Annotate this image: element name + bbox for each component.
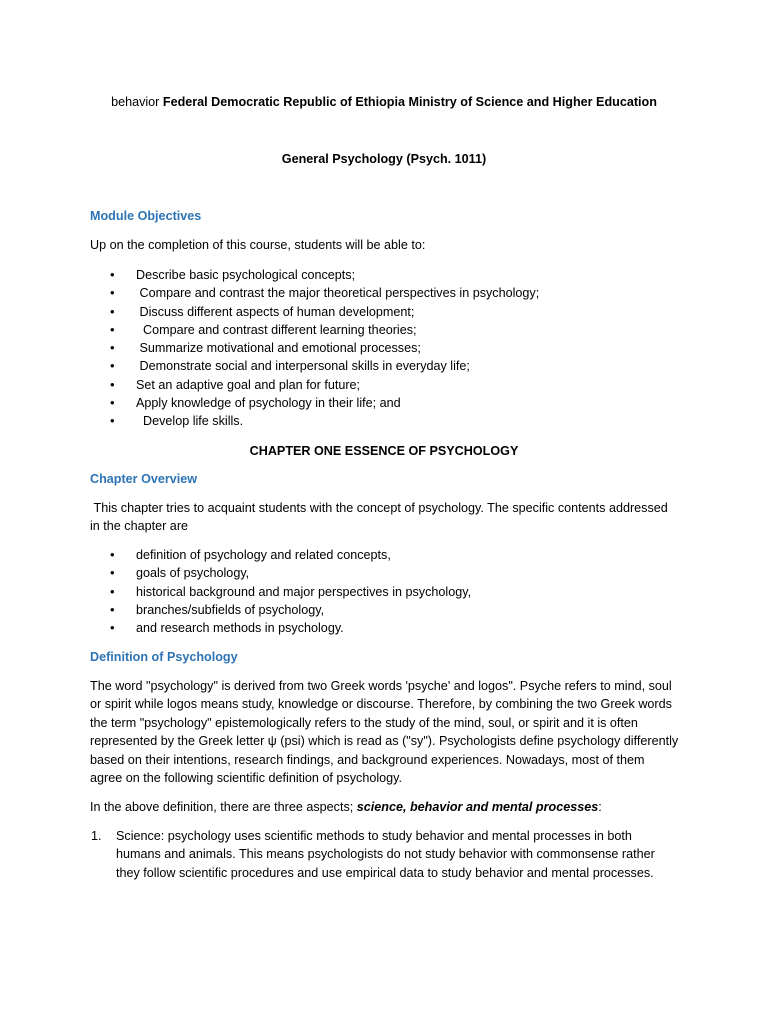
aspects-sentence — [90, 798, 602, 816]
module-objectives-intro: Up on the completion of this course, students will be able to: — [90, 238, 426, 252]
aspects-lead: In the above definition, there are three aspects; — [90, 800, 357, 814]
module-objectives-heading: Module Objectives — [90, 209, 202, 223]
aspects-emphasis: science, behavior and mental processes — [356, 800, 599, 814]
list-item: • Compare and contrast different learning theories; — [136, 321, 539, 339]
definition-paragraph: The word "psychology" is derived from two Greek words 'psyche' and logos". Psyche refers to mind, soul or spirit while logos means study, knowledge or discourse. Therefore, by combining the two Greek words the term "psychology" epistemologically refers to the study of the mind, soul, or spirit and it is often represented by the Greek letter ψ (psi) which is read as ("sy"). Psychologists define psychology differently based on their intentions, research findings, and background experiences. Nowadays, most of them agree on the following scientific definition of psychology. — [90, 679, 679, 786]
header-institution: Federal Democratic Republic of Ethiopia Ministry of Science and Higher Education — [162, 95, 657, 109]
chapter-contents-list — [136, 546, 471, 637]
list-item: • definition of psychology and related concepts, — [136, 546, 471, 564]
list-item: • Set an adaptive goal and plan for future; — [136, 376, 539, 394]
list-item: • branches/subfields of psychology, — [136, 601, 471, 619]
course-title: General Psychology (Psych. 1011) — [281, 152, 487, 166]
chapter-overview-intro: This chapter tries to acquaint students with the concept of psychology. The specific contents addressed in the chapter are — [90, 501, 672, 534]
list-item: • Describe basic psychological concepts; — [136, 266, 539, 284]
list-item: • historical background and major perspectives in psychology, — [136, 583, 471, 601]
chapter-overview-heading: Chapter Overview — [90, 472, 198, 486]
aspects-tail: : — [598, 800, 602, 814]
header-prefix: behavior — [111, 95, 160, 109]
list-item: • goals of psychology, — [136, 564, 471, 582]
list-item: • Discuss different aspects of human development; — [136, 303, 539, 321]
definition-heading: Definition of Psychology — [90, 650, 238, 664]
list-item: • Demonstrate social and interpersonal skills in everyday life; — [136, 357, 539, 375]
numbered-item-text: Science: psychology uses scientific methods to study behavior and mental processes in both humans and animals. This means psychologists do not study behavior with commonsense rather they follow scientific procedures and use empirical data to study behavior and mental processes. — [116, 829, 655, 880]
list-item: • and research methods in psychology. — [136, 619, 471, 637]
chapter-title: CHAPTER ONE ESSENCE OF PSYCHOLOGY — [249, 444, 519, 458]
list-item: • Apply knowledge of psychology in their life; and — [136, 394, 539, 412]
numbered-item-number: 1. — [91, 829, 102, 843]
list-item: • Compare and contrast the major theoretical perspectives in psychology; — [136, 284, 539, 302]
list-item: • Summarize motivational and emotional processes; — [136, 339, 539, 357]
objectives-list — [136, 266, 539, 431]
list-item: • Develop life skills. — [136, 412, 539, 430]
institution-header — [0, 93, 768, 111]
